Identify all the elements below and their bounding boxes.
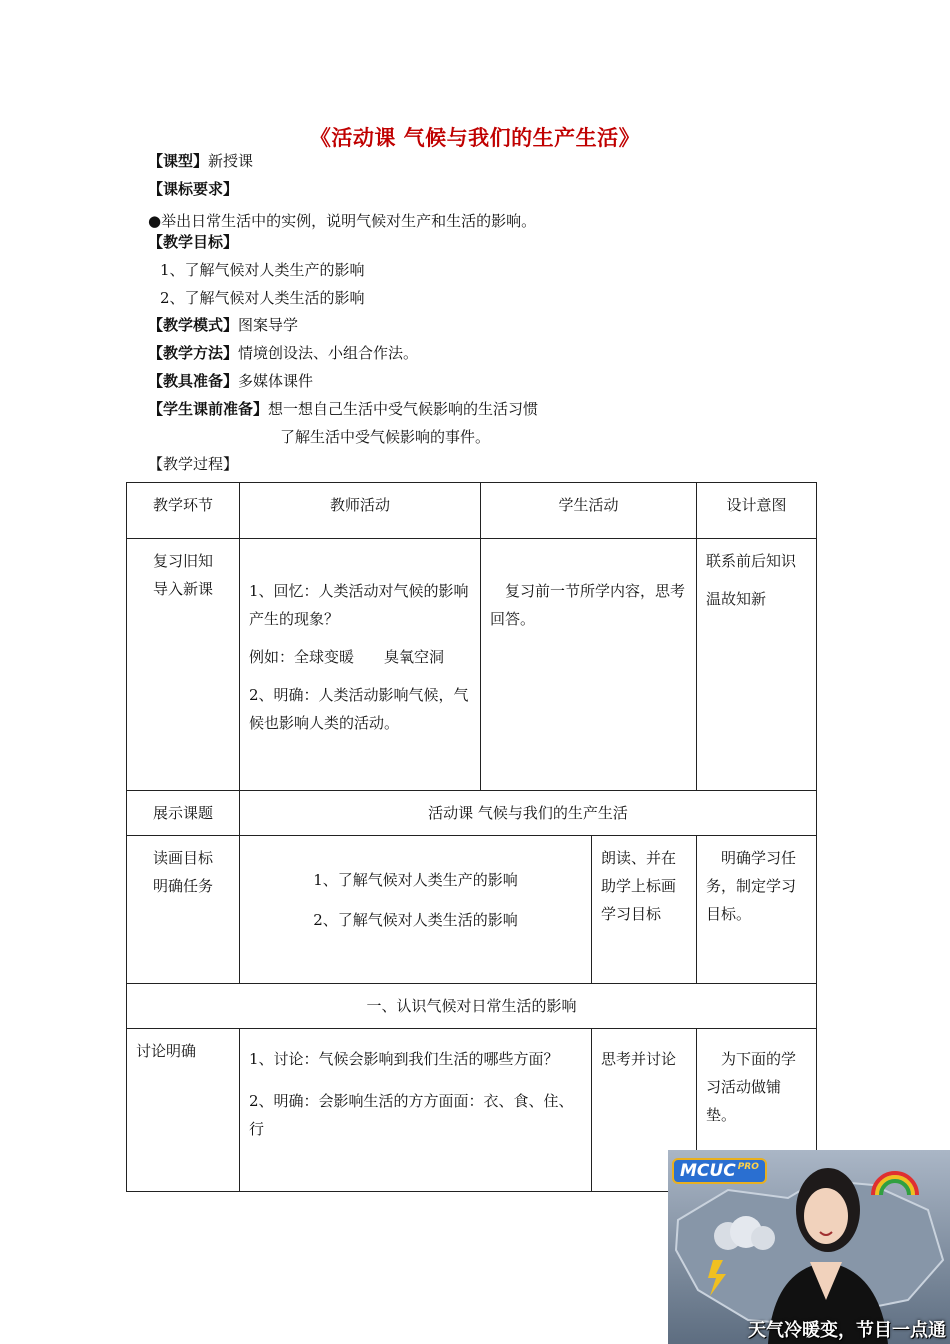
stage-text-2: 导入新课 bbox=[152, 580, 213, 598]
section-title: 一、认识气候对日常生活的影响 bbox=[127, 984, 817, 1029]
stage-cell bbox=[127, 539, 240, 791]
video-overlay[interactable] bbox=[668, 1150, 950, 1344]
section-row bbox=[127, 984, 817, 1029]
teacher-text-1: 1、回忆：人类活动对气候的影响产生的现象？ bbox=[249, 582, 469, 628]
mode-label: 【教学模式】 bbox=[148, 316, 239, 334]
header-intent: 设计意图 bbox=[697, 483, 817, 539]
teacher-cell bbox=[240, 1029, 592, 1192]
intent-cell bbox=[697, 539, 817, 791]
topic-cell: 活动课 气候与我们的生产生活 bbox=[240, 791, 817, 836]
mode-line bbox=[148, 314, 298, 335]
student-cell: 思考并讨论 bbox=[592, 1029, 697, 1192]
teacher-text-2: 2、了解气候对人类生活的影响 bbox=[313, 911, 518, 929]
intent-text-1: 联系前后知识 bbox=[706, 552, 797, 570]
teacher-cell bbox=[240, 539, 481, 791]
method-value: 情境创设法、小组合作法。 bbox=[238, 344, 419, 362]
document-title: 《活动课 气候与我们的生产生活》 bbox=[309, 125, 641, 150]
teacher-text-2: 例如：全球变暖 臭氧空洞 bbox=[249, 648, 445, 666]
header-student: 学生活动 bbox=[481, 483, 697, 539]
intent-text-2: 温故知新 bbox=[706, 590, 767, 608]
table-row bbox=[127, 539, 817, 791]
standard-text: ●举出日常生活中的实例，说明气候对生产和生活的影响。 bbox=[148, 212, 537, 230]
header-teacher: 教师活动 bbox=[240, 483, 481, 539]
prep-line bbox=[148, 398, 538, 419]
prep-value-1: 想一想自己生活中受气候影响的生活习惯 bbox=[268, 400, 539, 418]
goal-item-2: 2、了解气候对人类生活的影响 bbox=[160, 289, 365, 307]
channel-logo: MCUC $^{PRO}$ bbox=[672, 1158, 767, 1184]
mode-value: 图案导学 bbox=[238, 316, 299, 334]
course-type-value: 新授课 bbox=[208, 152, 254, 170]
table-row bbox=[127, 791, 817, 836]
course-type-line bbox=[148, 150, 253, 171]
student-cell: 朗读、并在助学上标画学习目标 bbox=[592, 836, 697, 984]
intent-cell: 为下面的学习活动做铺垫。 bbox=[697, 1029, 817, 1192]
prep-value-2: 了解生活中受气候影响的事件。 bbox=[280, 428, 491, 446]
method-label: 【教学方法】 bbox=[148, 344, 239, 362]
table-header-row bbox=[127, 483, 817, 539]
goals-heading bbox=[148, 231, 238, 252]
stage-text-2: 明确任务 bbox=[152, 877, 213, 895]
teaching-process-table bbox=[126, 482, 817, 1192]
course-type-label: 【课型】 bbox=[148, 152, 209, 170]
method-line bbox=[148, 342, 418, 363]
student-cell: 复习前一节所学内容，思考回答。 bbox=[481, 539, 697, 791]
teacher-cell bbox=[240, 836, 592, 984]
stage-cell bbox=[127, 836, 240, 984]
teacher-text-1: 1、了解气候对人类生产的影响 bbox=[313, 871, 518, 889]
tools-label: 【教具准备】 bbox=[148, 372, 239, 390]
teacher-text-2: 2、明确：会影响生活的方方面面：衣、食、住、行 bbox=[249, 1092, 574, 1138]
standard-label: 【课标要求】 bbox=[148, 180, 239, 198]
video-caption: 天气冷暖变，节目一点通 bbox=[748, 1320, 946, 1341]
goal-item-1: 1、了解气候对人类生产的影响 bbox=[160, 261, 365, 279]
stage-text-1: 读画目标 bbox=[152, 849, 213, 867]
process-heading: 【教学过程】 bbox=[148, 455, 239, 473]
stage-cell: 讨论明确 bbox=[127, 1029, 240, 1192]
stage-cell: 展示课题 bbox=[127, 791, 240, 836]
teacher-text-3: 2、明确：人类活动影响气候，气候也影响人类的活动。 bbox=[249, 686, 469, 732]
tools-value: 多媒体课件 bbox=[238, 372, 314, 390]
stage-text-1: 复习旧知 bbox=[152, 552, 213, 570]
intent-cell: 明确学习任务，制定学习目标。 bbox=[697, 836, 817, 984]
table-row bbox=[127, 836, 817, 984]
tools-line bbox=[148, 370, 313, 391]
teacher-text-1: 1、讨论：气候会影响到我们生活的哪些方面？ bbox=[249, 1050, 559, 1068]
standard-heading bbox=[148, 178, 238, 199]
header-stage: 教学环节 bbox=[127, 483, 240, 539]
goals-label: 【教学目标】 bbox=[148, 233, 239, 251]
prep-label: 【学生课前准备】 bbox=[148, 400, 269, 418]
